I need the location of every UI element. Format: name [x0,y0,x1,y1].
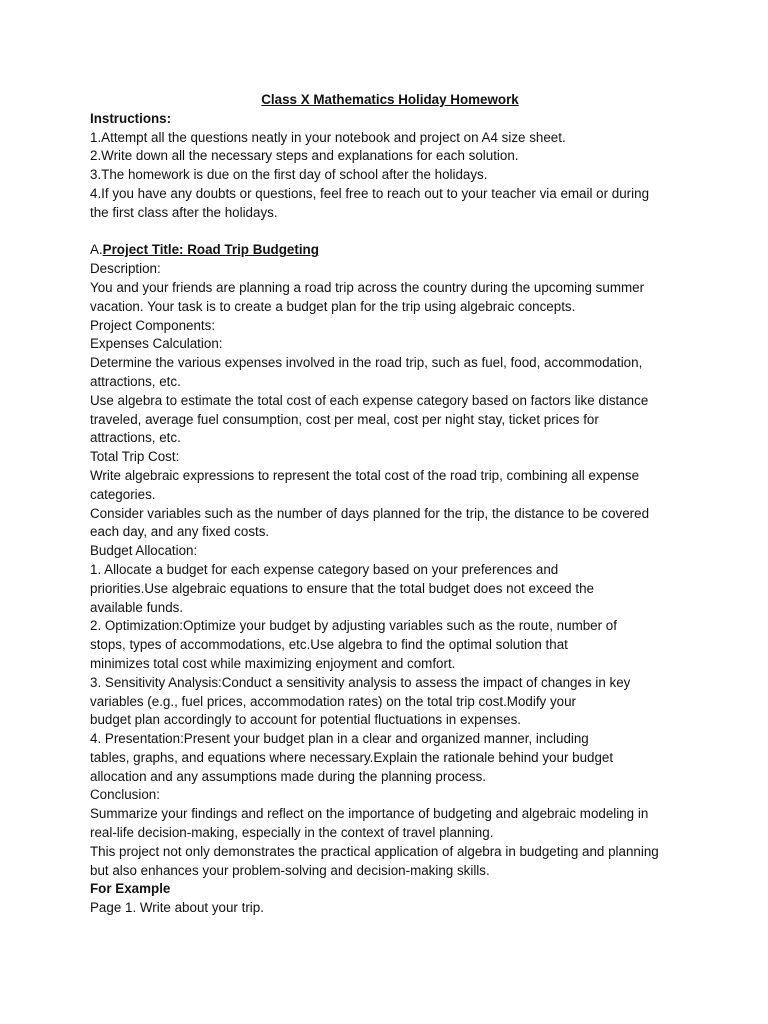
body-line: available funds. [90,599,184,615]
body-line: Write algebraic expressions to represent the total cost of the road trip, combining all expense [90,467,640,483]
body-line: variables (e.g., fuel prices, accommodation rates) on the total trip cost.Modify your [90,693,576,709]
instructions-heading: Instructions: [90,110,172,126]
body-line: 4. Presentation:Present your budget plan in a clear and organized manner, including [90,731,589,747]
body-line: Total Trip Cost: [90,449,180,465]
body-line: Expenses Calculation: [90,336,223,352]
project-body [90,260,690,880]
instruction-line: the first class after the holidays. [90,204,278,220]
body-line: budget plan accordingly to account for potential fluctuations in expenses. [90,712,522,728]
body-line: 1. Allocate a budget for each expense category based on your preferences and [90,561,559,577]
instructions-list [90,129,690,223]
body-line: attractions, etc. [90,430,181,446]
body-line: allocation and any assumptions made during the planning process. [90,768,487,784]
body-line: categories. [90,486,156,502]
instruction-line: 2.Write down all the necessary steps and explanations for each solution. [90,148,519,164]
project-title: Project Title: Road Trip Budgeting [102,242,319,258]
project-heading [90,241,690,260]
instruction-line: 1.Attempt all the questions neatly in your notebook and project on A4 size sheet. [90,129,566,145]
body-line: minimizes total cost while maximizing enjoyment and comfort. [90,655,456,671]
body-line: tables, graphs, and equations where necessary.Explain the rationale behind your budget [90,749,614,765]
example-heading: For Example [90,881,171,897]
body-line: traveled, average fuel consumption, cost per meal, cost per night stay, ticket prices for [90,411,599,427]
body-line: but also enhances your problem-solving and decision-making skills. [90,862,490,878]
body-line: Budget Allocation: [90,543,198,559]
blank-line [90,223,690,242]
body-line: Use algebra to estimate the total cost of each expense category based on factors like distance [90,392,649,408]
body-line: attractions, etc. [90,373,181,389]
project-prefix: A. [90,242,103,258]
body-line: vacation. Your task is to create a budget plan for the trip using algebraic concepts. [90,298,576,314]
body-line: Conclusion: [90,787,160,803]
document-page [90,91,690,918]
instruction-line: 3.The homework is due on the first day of school after the holidays. [90,167,488,183]
body-line: Description: [90,261,161,277]
body-line: Project Components: [90,317,216,333]
body-line: 2. Optimization:Optimize your budget by adjusting variables such as the route, number of [90,618,617,634]
body-line: You and your friends are planning a road trip across the country during the upcoming summer [90,279,645,295]
body-line: priorities.Use algebraic equations to ensure that the total budget does not exceed the [90,580,594,596]
body-line: Summarize your findings and reflect on the importance of budgeting and algebraic modeling in [90,806,649,822]
body-line: Consider variables such as the number of days planned for the trip, the distance to be covered [90,505,650,521]
body-line: This project not only demonstrates the practical application of algebra in budgeting and planning [90,843,659,859]
example-line: Page 1. Write about your trip. [90,900,264,916]
body-line: Determine the various expenses involved in the road trip, such as fuel, food, accommodation, [90,355,643,371]
document-title: Class X Mathematics Holiday Homework [261,92,519,107]
body-line: each day, and any fixed costs. [90,524,270,540]
instruction-line: 4.If you have any doubts or questions, feel free to reach out to your teacher via email or during [90,185,650,201]
body-line: 3. Sensitivity Analysis:Conduct a sensitivity analysis to assess the impact of changes in key [90,674,631,690]
body-line: real-life decision-making, especially in the context of travel planning. [90,825,494,841]
body-line: stops, types of accommodations, etc.Use algebra to find the optimal solution that [90,637,568,653]
